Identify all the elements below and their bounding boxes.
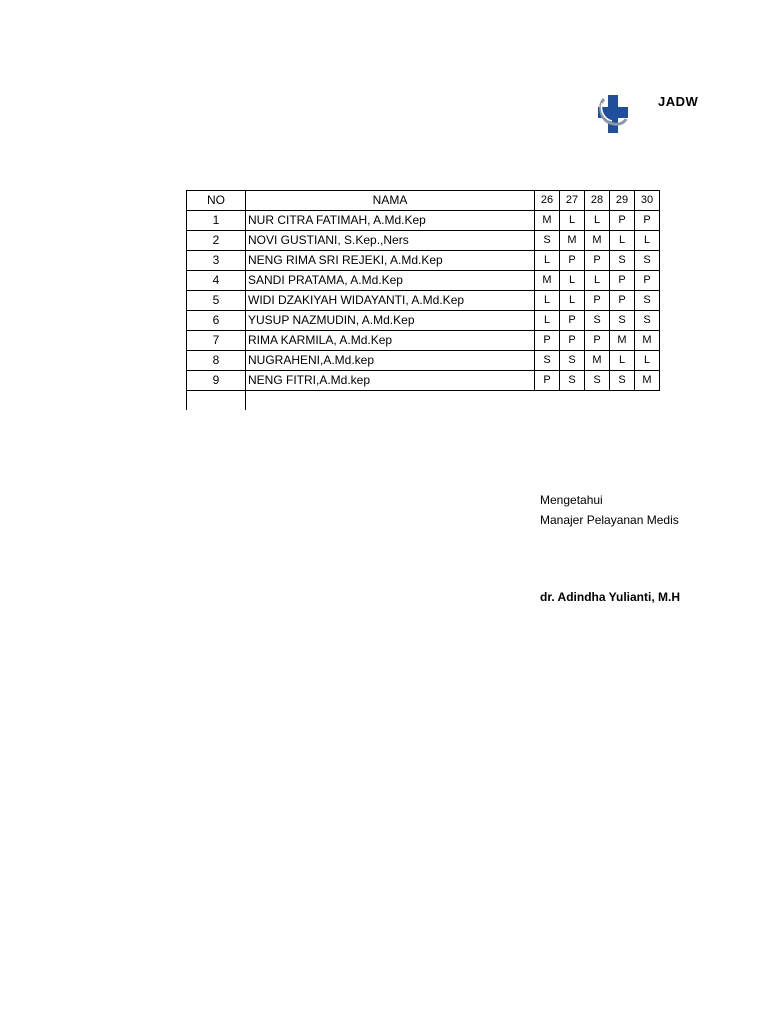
shift-cell: S bbox=[635, 291, 660, 311]
empty-cell bbox=[246, 391, 535, 411]
shift-cell: S bbox=[635, 251, 660, 271]
column-header-day: 29 bbox=[610, 191, 635, 211]
shift-cell: M bbox=[610, 331, 635, 351]
shift-cell: S bbox=[560, 371, 585, 391]
row-number: 9 bbox=[187, 371, 246, 391]
shift-cell: P bbox=[535, 371, 560, 391]
shift-cell: L bbox=[635, 231, 660, 251]
shift-cell: L bbox=[635, 351, 660, 371]
empty-cell bbox=[535, 391, 560, 411]
shift-cell: L bbox=[535, 291, 560, 311]
shift-cell: M bbox=[585, 231, 610, 251]
page-title: JADW bbox=[658, 94, 699, 109]
row-number: 5 bbox=[187, 291, 246, 311]
row-number: 3 bbox=[187, 251, 246, 271]
signature-name: dr. Adindha Yulianti, M.H bbox=[540, 590, 681, 604]
shift-cell: P bbox=[610, 211, 635, 231]
shift-cell: M bbox=[535, 211, 560, 231]
table-row bbox=[187, 231, 660, 251]
shift-cell: L bbox=[560, 291, 585, 311]
shift-cell: S bbox=[535, 231, 560, 251]
shift-cell: L bbox=[585, 211, 610, 231]
shift-cell: S bbox=[610, 311, 635, 331]
shift-cell: L bbox=[535, 311, 560, 331]
table-row bbox=[187, 311, 660, 331]
shift-cell: M bbox=[635, 331, 660, 351]
empty-cell bbox=[585, 391, 610, 411]
shift-cell: P bbox=[535, 331, 560, 351]
shift-cell: P bbox=[560, 311, 585, 331]
schedule-sheet bbox=[186, 190, 690, 414]
shift-cell: P bbox=[635, 211, 660, 231]
shift-cell: P bbox=[585, 251, 610, 271]
staff-name: SANDI PRATAMA, A.Md.Kep bbox=[246, 271, 535, 291]
shift-cell: M bbox=[535, 271, 560, 291]
row-number: 8 bbox=[187, 351, 246, 371]
table-row bbox=[187, 331, 660, 351]
empty-cell bbox=[187, 391, 246, 411]
table-row bbox=[187, 291, 660, 311]
staff-name: YUSUP NAZMUDIN, A.Md.Kep bbox=[246, 311, 535, 331]
shift-cell: P bbox=[610, 271, 635, 291]
row-number: 6 bbox=[187, 311, 246, 331]
shift-cell: P bbox=[585, 331, 610, 351]
shift-cell: M bbox=[560, 231, 585, 251]
row-number: 4 bbox=[187, 271, 246, 291]
shift-cell: S bbox=[535, 351, 560, 371]
shift-cell: S bbox=[560, 351, 585, 371]
column-header-day: 28 bbox=[585, 191, 610, 211]
staff-name: NOVI GUSTIANI, S.Kep.,Ners bbox=[246, 231, 535, 251]
shift-cell: L bbox=[560, 211, 585, 231]
table-row bbox=[187, 251, 660, 271]
empty-cell bbox=[610, 391, 635, 411]
shift-cell: S bbox=[610, 251, 635, 271]
staff-name: RIMA KARMILA, A.Md.Kep bbox=[246, 331, 535, 351]
row-number: 1 bbox=[187, 211, 246, 231]
schedule-table bbox=[186, 190, 660, 410]
shift-cell: L bbox=[585, 271, 610, 291]
row-number: 2 bbox=[187, 231, 246, 251]
column-header-day: 26 bbox=[535, 191, 560, 211]
row-number: 7 bbox=[187, 331, 246, 351]
shift-cell: S bbox=[635, 311, 660, 331]
shift-cell: S bbox=[585, 371, 610, 391]
column-header-no: NO bbox=[187, 191, 246, 211]
empty-cell bbox=[560, 391, 585, 411]
table-row bbox=[187, 211, 660, 231]
shift-cell: P bbox=[610, 291, 635, 311]
table-row bbox=[187, 351, 660, 371]
shift-cell: S bbox=[585, 311, 610, 331]
column-header-day: 30 bbox=[635, 191, 660, 211]
staff-name: NUGRAHENI,A.Md.kep bbox=[246, 351, 535, 371]
staff-name: NENG RIMA SRI REJEKI, A.Md.Kep bbox=[246, 251, 535, 271]
shift-cell: P bbox=[560, 251, 585, 271]
staff-name: WIDI DZAKIYAH WIDAYANTI, A.Md.Kep bbox=[246, 291, 535, 311]
column-header-name: NAMA bbox=[246, 191, 535, 211]
shift-cell: S bbox=[610, 371, 635, 391]
shift-cell: M bbox=[635, 371, 660, 391]
shift-cell: L bbox=[560, 271, 585, 291]
hospital-logo-icon bbox=[596, 93, 630, 135]
shift-cell: M bbox=[585, 351, 610, 371]
shift-cell: P bbox=[585, 291, 610, 311]
column-header-day: 27 bbox=[560, 191, 585, 211]
signature-position-label: Manajer Pelayanan Medis bbox=[540, 513, 679, 527]
shift-cell: L bbox=[610, 351, 635, 371]
staff-name: NUR CITRA FATIMAH, A.Md.Kep bbox=[246, 211, 535, 231]
shift-cell: P bbox=[560, 331, 585, 351]
shift-cell: P bbox=[635, 271, 660, 291]
signature-acknowledged-label: Mengetahui bbox=[540, 493, 603, 507]
table-row bbox=[187, 371, 660, 391]
empty-cell bbox=[635, 391, 660, 411]
table-row bbox=[187, 271, 660, 291]
shift-cell: L bbox=[610, 231, 635, 251]
table-header-row bbox=[187, 191, 660, 211]
shift-cell: L bbox=[535, 251, 560, 271]
table-row-empty bbox=[187, 391, 660, 411]
staff-name: NENG FITRI,A.Md.kep bbox=[246, 371, 535, 391]
